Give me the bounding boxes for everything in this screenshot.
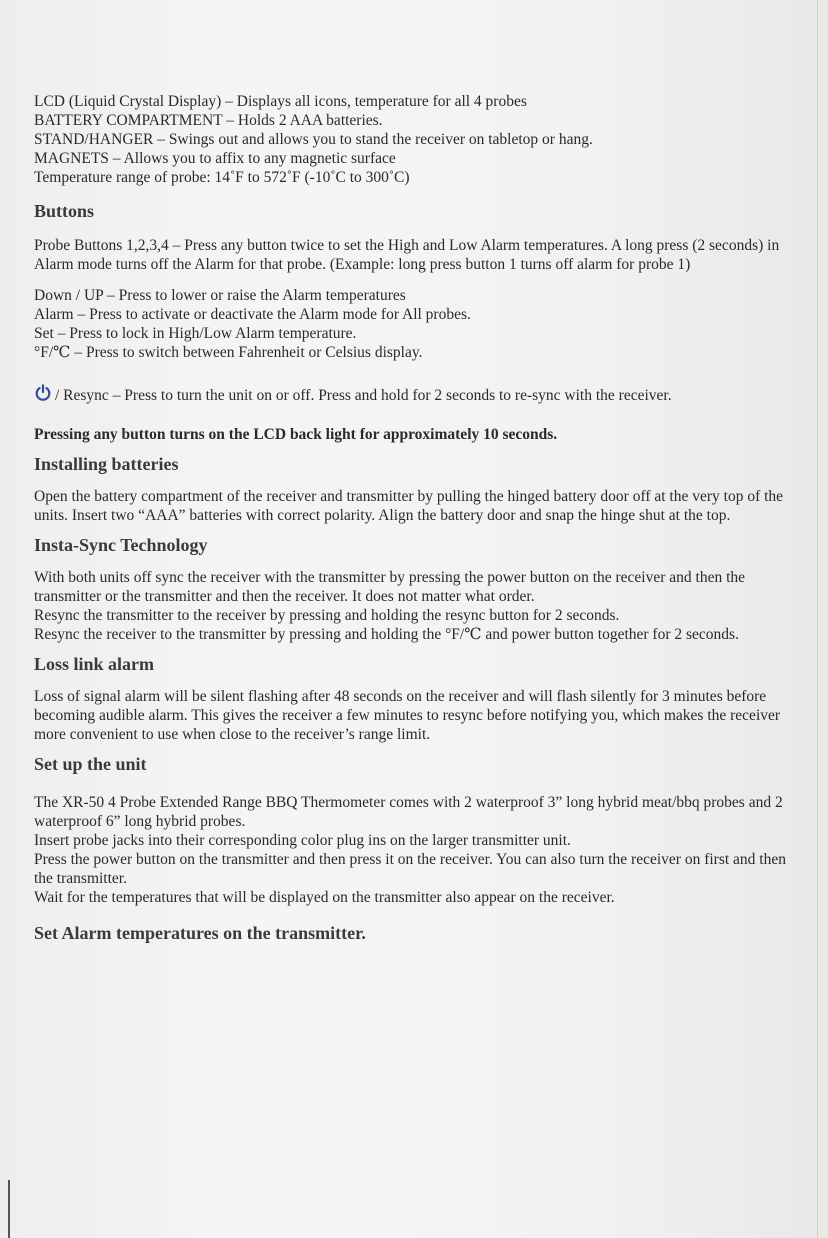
intro-line: LCD (Liquid Crystal Display) – Displays all icons, temperature for all 4 probes — [34, 93, 527, 110]
power-icon — [34, 384, 52, 407]
button-item: °F/℃ – Press to switch between Fahrenheit or Celsius display. — [34, 344, 423, 361]
intro-line: STAND/HANGER – Swings out and allows you to stand the receiver on tabletop or hang. — [34, 131, 593, 148]
intro-line: MAGNETS – Allows you to affix to any magnetic surface — [34, 150, 396, 167]
intro-line: Temperature range of probe: 14˚F to 572˚F (-10˚C to 300˚C) — [34, 169, 410, 186]
setup-line: Wait for the temperatures that will be displayed on the transmitter also appear on the receiver. — [34, 889, 615, 906]
section-heading-alarm-temps: Set Alarm temperatures on the transmitter. — [34, 923, 366, 943]
section-heading-losslink: Loss link alarm — [34, 654, 155, 674]
setup-line: Press the power button on the transmitter and then press it on the receiver. You can also turn the receiver on first and then the transmitter. — [34, 851, 786, 887]
section-heading-buttons: Buttons — [34, 201, 95, 221]
setup-line: Insert probe jacks into their corresponding color plug ins on the larger transmitter unit. — [34, 832, 571, 849]
button-list — [34, 286, 794, 362]
installing-text: Open the battery compartment of the receiver and transmitter by pulling the hinged battery door off at the very top of the units. Insert two “AAA” batteries with correct polarity. Align the battery door and snap the hinge shut at the top. — [34, 488, 784, 524]
page-edge-mark — [8, 1180, 10, 1238]
section-heading-setup: Set up the unit — [34, 754, 147, 774]
section-heading-installing: Installing batteries — [34, 454, 179, 474]
section-heading-instasync: Insta-Sync Technology — [34, 535, 208, 555]
instasync-line: Resync the receiver to the transmitter by pressing and holding the °F/℃ and power button together for 2 seconds. — [34, 626, 739, 643]
losslink-text: Loss of signal alarm will be silent flashing after 48 seconds on the receiver and will flash silently for 3 minutes before becoming audible alarm. This gives the receiver a few minutes to resync before notifying you, which makes the receiver more convenient to use when close to the receiver’s range limit. — [34, 688, 781, 743]
instasync-text: With both units off sync the receiver with the transmitter by pressing the power button on the receiver and then the transmitter or the transmitter and then the receiver. It does not matter what order. — [34, 569, 746, 605]
button-item: Down / UP – Press to lower or raise the Alarm temperatures — [34, 287, 406, 304]
intro-line: BATTERY COMPARTMENT – Holds 2 AAA batteries. — [34, 112, 383, 129]
power-resync-text — [34, 384, 794, 407]
instasync-line: Resync the transmitter to the receiver by pressing and holding the resync button for 2 seconds. — [34, 607, 620, 624]
button-item: Alarm – Press to activate or deactivate the Alarm mode for All probes. — [34, 306, 471, 323]
setup-text: The XR-50 4 Probe Extended Range BBQ Thermometer comes with 2 waterproof 3” long hybrid meat/bbq probes and 2 waterproof 6” long hybrid probes. — [34, 794, 783, 830]
manual-content — [34, 92, 794, 944]
intro-list — [34, 92, 794, 187]
button-item: Set – Press to lock in High/Low Alarm temperature. — [34, 325, 357, 342]
page-edge-line — [817, 0, 818, 1238]
power-resync-label: / Resync – Press to turn the unit on or off. Press and hold for 2 seconds to re-sync with the receiver. — [55, 387, 672, 404]
probe-buttons-text: Probe Buttons 1,2,3,4 – Press any button twice to set the High and Low Alarm temperatures. A long press (2 seconds) in Alarm mode turns off the Alarm for that probe. (Example: long press button 1 turns off alarm for probe 1) — [34, 237, 780, 273]
backlight-note: Pressing any button turns on the LCD back light for approximately 10 seconds. — [34, 426, 558, 443]
